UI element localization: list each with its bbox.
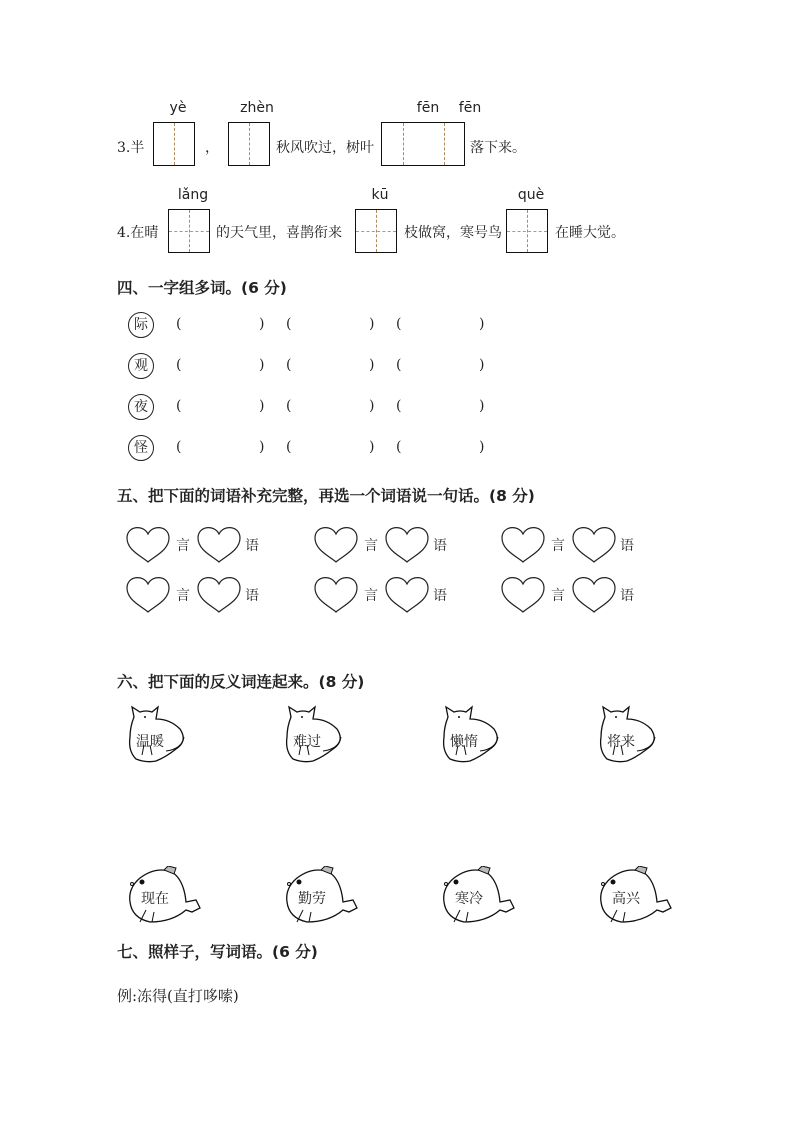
open-paren: (	[396, 316, 402, 332]
char-yu: 语	[433, 538, 447, 554]
word-blank[interactable]	[186, 312, 256, 336]
word-blank[interactable]	[296, 394, 366, 418]
answer-box[interactable]	[228, 122, 270, 166]
close-paren: )	[479, 398, 485, 414]
heart-blank[interactable]	[313, 574, 359, 618]
char-yu: 语	[620, 538, 634, 554]
character-circle: 观	[128, 353, 154, 379]
open-paren: (	[176, 316, 182, 332]
heart-blank[interactable]	[500, 524, 546, 568]
answer-box-double[interactable]	[381, 122, 465, 166]
word-blank[interactable]	[406, 394, 476, 418]
seal-word-card[interactable]	[283, 866, 363, 926]
close-paren: )	[259, 439, 265, 455]
word-blank[interactable]	[296, 312, 366, 336]
heart-blank[interactable]	[500, 574, 546, 618]
heart-blank[interactable]	[125, 524, 171, 568]
antonym-word: 将来	[607, 734, 635, 750]
word-blank[interactable]	[186, 353, 256, 377]
heart-blank[interactable]	[313, 524, 359, 568]
close-paren: )	[259, 398, 265, 414]
char-yu: 语	[245, 588, 259, 604]
pinyin: fēn	[458, 100, 482, 116]
antonym-word: 难过	[293, 734, 321, 750]
seal-word-card[interactable]	[597, 866, 677, 926]
open-paren: (	[176, 357, 182, 373]
word-blank[interactable]	[186, 394, 256, 418]
q4-end: 在睡大觉。	[555, 225, 625, 241]
q4-start: 4.在晴	[117, 225, 159, 241]
close-paren: )	[369, 357, 375, 373]
cat-word-card[interactable]	[440, 705, 510, 765]
heart-blank[interactable]	[571, 574, 617, 618]
char-yan: 言	[176, 588, 190, 604]
pinyin: lǎng	[177, 187, 209, 203]
answer-box[interactable]	[168, 209, 210, 253]
open-paren: (	[286, 357, 292, 373]
open-paren: (	[396, 439, 402, 455]
open-paren: (	[286, 439, 292, 455]
section-7-title: 七、照样子，写词语。(6 分)	[117, 943, 318, 961]
open-paren: (	[176, 439, 182, 455]
section-4-title: 四、一字组多词。(6 分)	[117, 279, 287, 297]
cat-word-card[interactable]	[126, 705, 196, 765]
open-paren: (	[396, 357, 402, 373]
pinyin: yè	[169, 100, 187, 116]
cat-word-card[interactable]	[597, 705, 667, 765]
close-paren: )	[479, 439, 485, 455]
char-yan: 言	[176, 538, 190, 554]
word-blank[interactable]	[186, 435, 256, 459]
close-paren: )	[479, 316, 485, 332]
character-circle: 怪	[128, 435, 154, 461]
pinyin: fēn	[416, 100, 440, 116]
heart-blank[interactable]	[384, 524, 430, 568]
antonym-word: 寒冷	[455, 891, 483, 907]
close-paren: )	[369, 316, 375, 332]
word-blank[interactable]	[296, 353, 366, 377]
answer-box[interactable]	[506, 209, 548, 253]
close-paren: )	[479, 357, 485, 373]
antonym-word: 温暖	[136, 734, 164, 750]
character-circle: 际	[128, 312, 154, 338]
section-5-title: 五、把下面的词语补充完整，再选一个词语说一句话。(8 分)	[117, 487, 535, 505]
heart-blank[interactable]	[196, 524, 242, 568]
antonym-word: 高兴	[612, 891, 640, 907]
seal-word-card[interactable]	[126, 866, 206, 926]
char-yu: 语	[245, 538, 259, 554]
close-paren: )	[259, 316, 265, 332]
open-paren: (	[176, 398, 182, 414]
cat-word-card[interactable]	[283, 705, 353, 765]
char-yan: 言	[551, 538, 565, 554]
antonym-word: 勤劳	[298, 891, 326, 907]
answer-box[interactable]	[153, 122, 195, 166]
open-paren: (	[396, 398, 402, 414]
character-circle: 夜	[128, 394, 154, 420]
heart-blank[interactable]	[196, 574, 242, 618]
char-yu: 语	[433, 588, 447, 604]
close-paren: )	[369, 398, 375, 414]
section-6-title: 六、把下面的反义词连起来。(8 分)	[117, 673, 365, 691]
char-yan: 言	[364, 588, 378, 604]
heart-blank[interactable]	[384, 574, 430, 618]
answer-box[interactable]	[355, 209, 397, 253]
word-blank[interactable]	[406, 435, 476, 459]
antonym-word: 现在	[141, 891, 169, 907]
q3-comma: ，	[205, 140, 219, 156]
q4-text2: 枝做窝，寒号鸟	[404, 225, 502, 241]
char-yan: 言	[551, 588, 565, 604]
open-paren: (	[286, 398, 292, 414]
q3-start: 3.半	[117, 140, 145, 156]
q4-text1: 的天气里，喜鹊衔来	[216, 225, 342, 241]
pinyin: kū	[371, 187, 389, 203]
antonym-word: 懒惰	[450, 734, 478, 750]
seal-word-card[interactable]	[440, 866, 520, 926]
char-yan: 言	[364, 538, 378, 554]
pinyin: què	[517, 187, 545, 203]
example-text: 例:冻得(直打哆嗦)	[117, 987, 239, 1005]
close-paren: )	[259, 357, 265, 373]
word-blank[interactable]	[406, 312, 476, 336]
heart-blank[interactable]	[571, 524, 617, 568]
q3-end: 落下来。	[470, 140, 526, 156]
close-paren: )	[369, 439, 375, 455]
word-blank[interactable]	[296, 435, 366, 459]
pinyin: zhèn	[240, 100, 274, 116]
q3-text: 秋风吹过，树叶	[276, 140, 374, 156]
heart-blank[interactable]	[125, 574, 171, 618]
open-paren: (	[286, 316, 292, 332]
char-yu: 语	[620, 588, 634, 604]
word-blank[interactable]	[406, 353, 476, 377]
